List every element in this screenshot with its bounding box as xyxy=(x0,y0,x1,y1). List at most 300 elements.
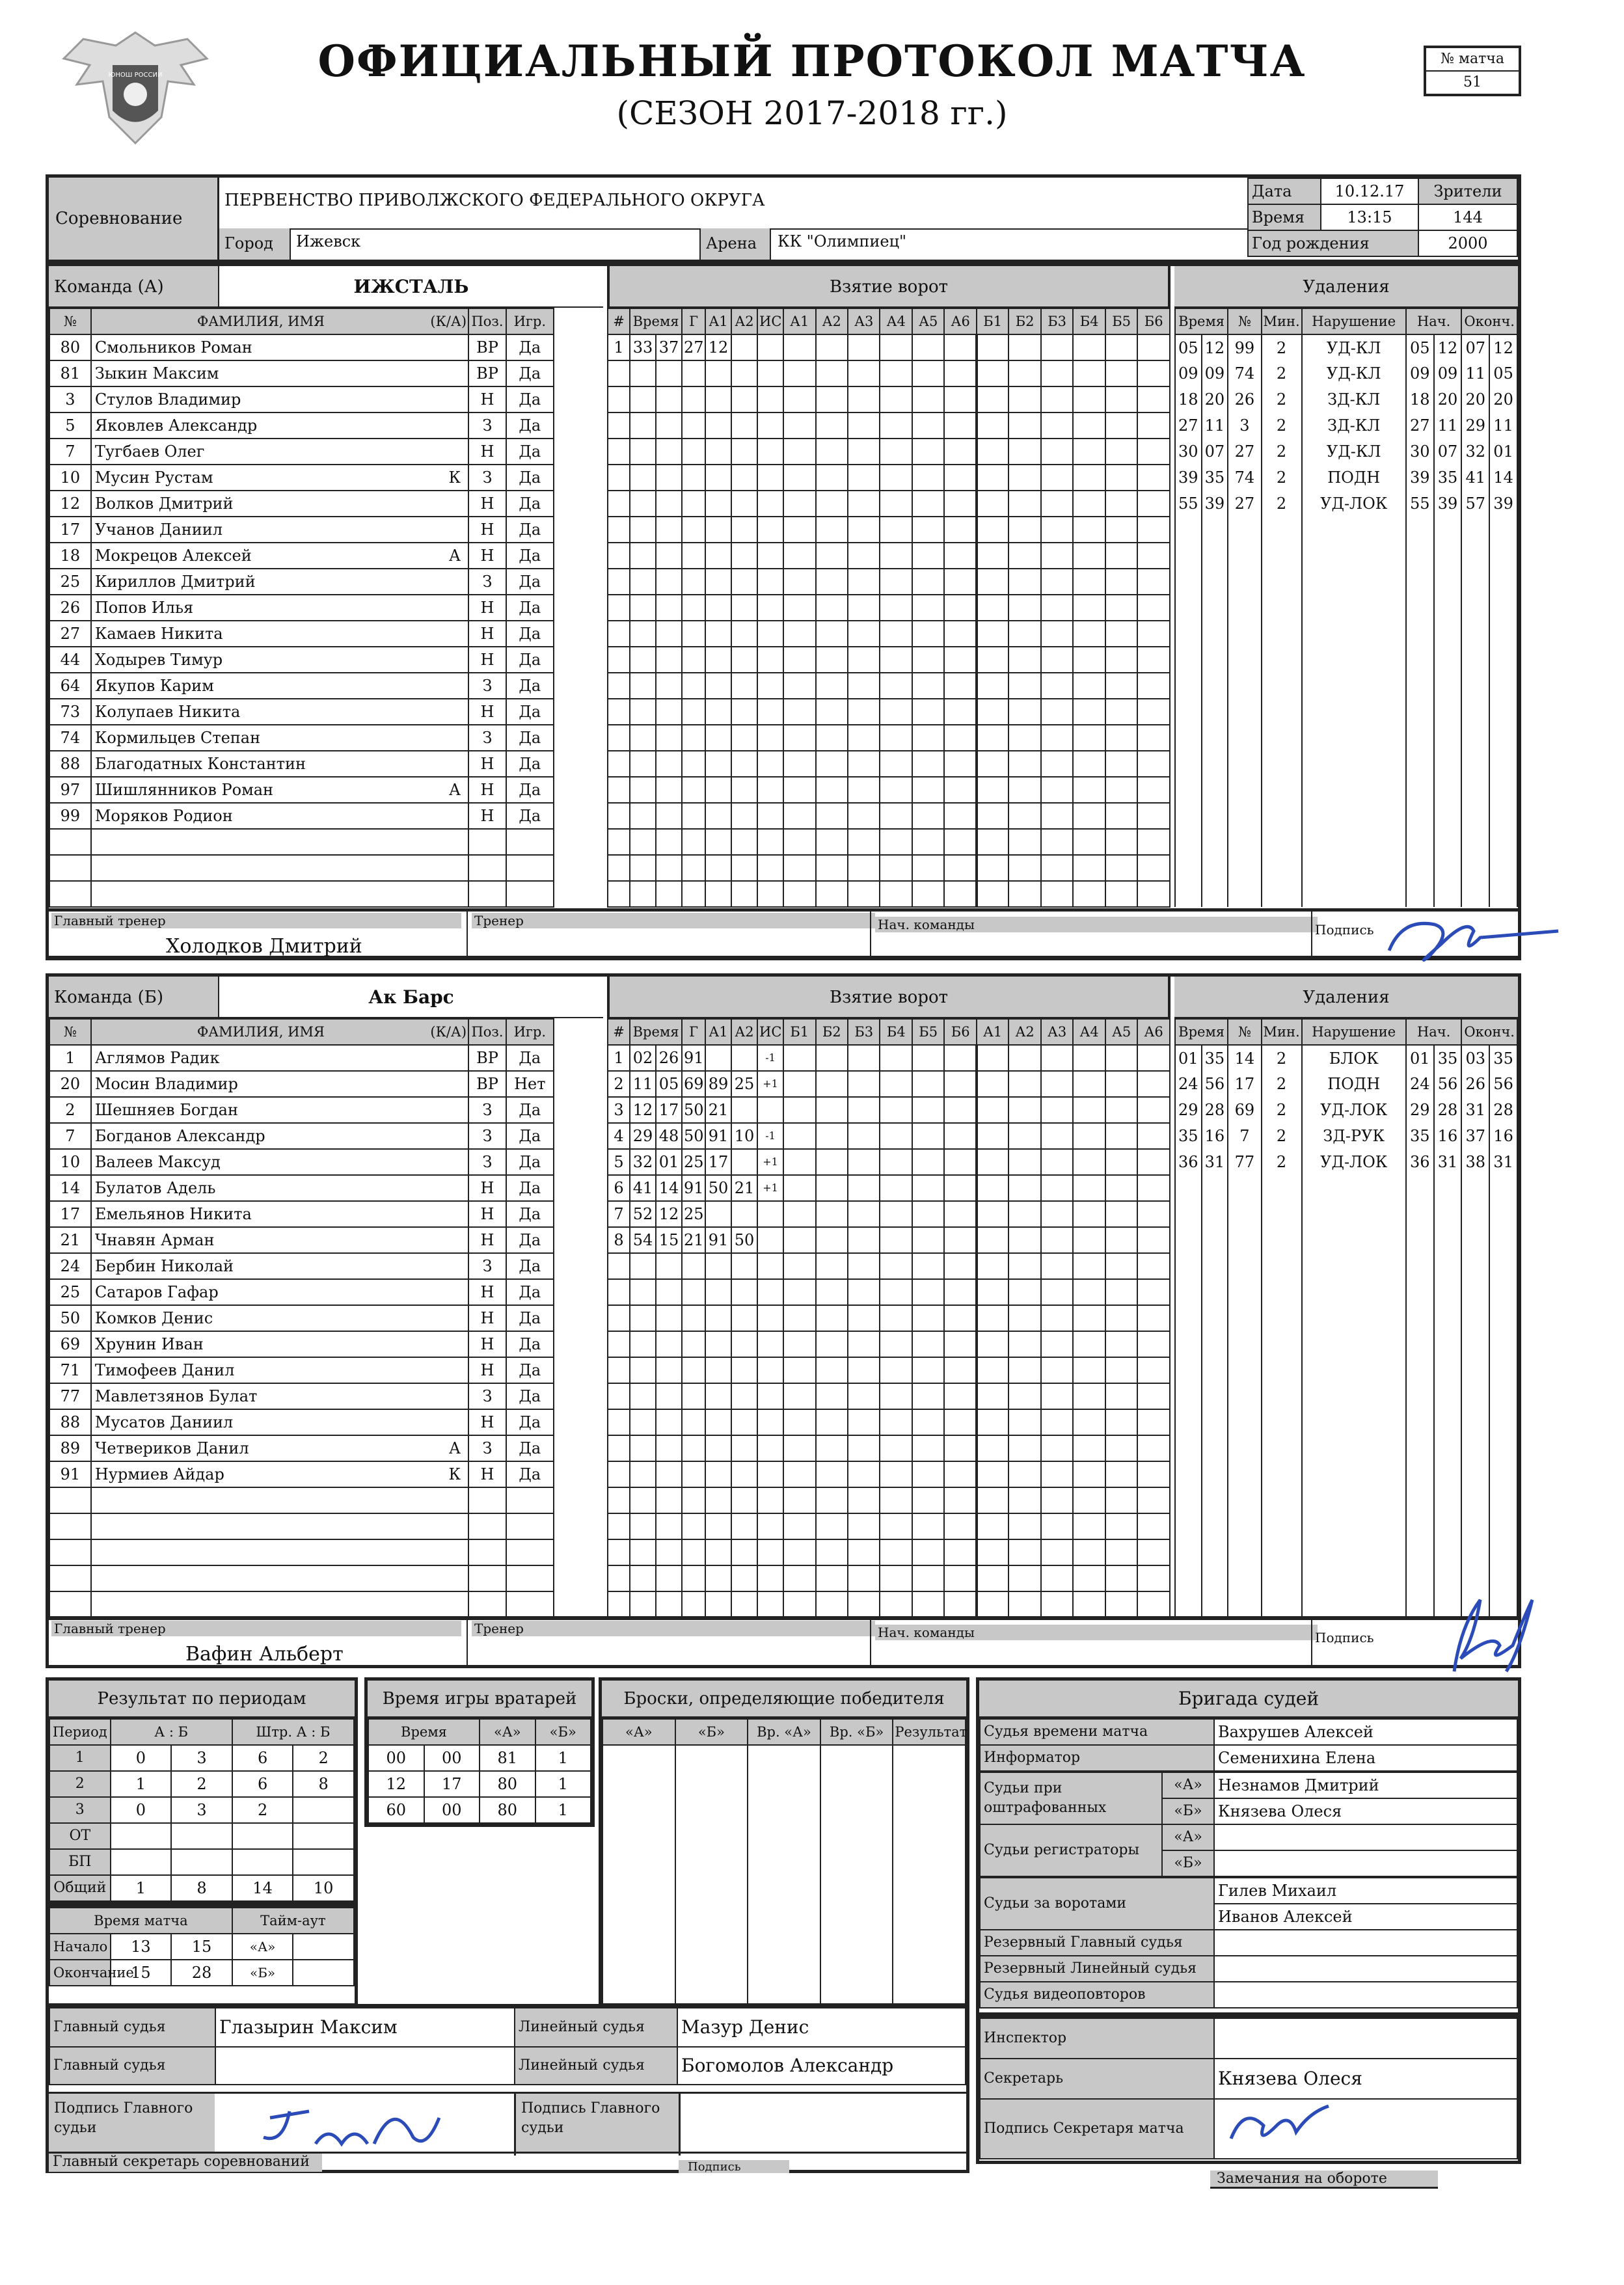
pen-minute xyxy=(1175,621,1202,647)
pen-end-min xyxy=(1461,803,1489,829)
player-name-text: Мусатов Даниил xyxy=(94,1413,234,1431)
pen-start-sec xyxy=(1434,1383,1462,1409)
period-pen-a: 6 xyxy=(232,1771,293,1797)
goal-assist-2 xyxy=(731,647,757,673)
pen-start-sec xyxy=(1434,1331,1462,1357)
onice-cell xyxy=(880,1591,912,1617)
onice-cell xyxy=(880,334,912,360)
onice-cell xyxy=(783,1071,815,1097)
onice-cell xyxy=(1073,855,1105,881)
player-number: 20 xyxy=(49,1071,91,1097)
player-position: З xyxy=(468,673,506,699)
onice-cell xyxy=(816,595,848,621)
onice-cell xyxy=(848,699,880,725)
pen-minute xyxy=(1175,1461,1202,1487)
pen-start-sec: 11 xyxy=(1434,412,1462,439)
shootout-cell xyxy=(602,1875,675,1901)
player-played: Да xyxy=(506,1279,554,1305)
pen-end-sec xyxy=(1489,725,1517,751)
onice-cell xyxy=(1137,1383,1170,1409)
pen-minute: 35 xyxy=(1175,1123,1202,1149)
shootout-title: Броски, определяющие победителя xyxy=(602,1681,966,1718)
goal-scorer xyxy=(682,829,705,855)
onice-cell xyxy=(1008,1331,1040,1357)
goal-scorer xyxy=(682,855,705,881)
city: Ижевск xyxy=(296,232,361,250)
goal-assist-1 xyxy=(705,1279,731,1305)
player-position: Н xyxy=(468,386,506,412)
pen-start-sec xyxy=(1434,881,1462,907)
onice-cell xyxy=(977,1487,1008,1513)
match-time-title: Время матча xyxy=(49,1908,232,1934)
onice-cell xyxy=(816,1591,848,1617)
pen-player xyxy=(1228,725,1261,751)
timeout-a: «А» xyxy=(232,1934,293,1960)
team-b-label: Команда (Б) xyxy=(49,977,219,1018)
onice-cell xyxy=(1041,1565,1073,1591)
onice-cell xyxy=(783,1149,815,1175)
onice-cell xyxy=(880,1357,912,1383)
onice-cell xyxy=(880,1149,912,1175)
periods-table xyxy=(49,1718,355,1902)
pen-end-sec xyxy=(1489,647,1517,673)
penalty-a-label: «А» xyxy=(1162,1772,1214,1798)
pen-start-sec xyxy=(1434,1461,1462,1487)
pen-minutes xyxy=(1262,595,1302,621)
goal-minute: 11 xyxy=(630,1071,656,1097)
goal-minute xyxy=(630,621,656,647)
shootout-cell xyxy=(602,1953,675,1979)
pen-minute xyxy=(1175,647,1202,673)
player-number: 5 xyxy=(49,412,91,439)
pen-end-min xyxy=(1461,1227,1489,1253)
goal-second: 14 xyxy=(656,1175,682,1201)
pen-minutes xyxy=(1262,517,1302,543)
pen-minute: 27 xyxy=(1175,412,1202,439)
onice-cell xyxy=(880,1071,912,1097)
penalty-row xyxy=(1175,647,1517,673)
goal-strength: +1 xyxy=(757,1149,783,1175)
onice-cell xyxy=(1073,881,1105,907)
goal-assist-1 xyxy=(705,725,731,751)
pen-second xyxy=(1202,569,1228,595)
player-number: 12 xyxy=(49,491,91,517)
onice-cell xyxy=(1008,881,1040,907)
onice-cell xyxy=(1073,360,1105,386)
chief-secretary-sign-label: Подпись xyxy=(679,2160,789,2173)
onice-cell xyxy=(783,1513,815,1539)
pen-infraction xyxy=(1302,595,1406,621)
onice-cell xyxy=(977,647,1008,673)
onice-cell xyxy=(1008,386,1040,412)
goal-number xyxy=(608,699,630,725)
onice-cell xyxy=(912,803,944,829)
goal-row xyxy=(608,725,1170,751)
onice-cell xyxy=(1041,673,1073,699)
onice-cell xyxy=(1105,855,1137,881)
player-name-text: Якупов Карим xyxy=(94,677,214,695)
onice-cell xyxy=(1137,881,1170,907)
pen-start-min xyxy=(1406,1227,1434,1253)
pen-start-sec: 28 xyxy=(1434,1097,1462,1123)
onice-cell xyxy=(848,855,880,881)
pen-end-min xyxy=(1461,1383,1489,1409)
pen-start-min xyxy=(1406,1539,1434,1565)
onice-cell xyxy=(1105,725,1137,751)
pen-start-min xyxy=(1406,569,1434,595)
pen-minutes xyxy=(1262,699,1302,725)
pen-player xyxy=(1228,1539,1261,1565)
goal-row xyxy=(608,569,1170,595)
pen-end-min xyxy=(1461,673,1489,699)
goal-minute xyxy=(630,1435,656,1461)
pen-end-min xyxy=(1461,647,1489,673)
pen-end-sec xyxy=(1489,1227,1517,1253)
pen-start-sec xyxy=(1434,543,1462,569)
shootout-col: «Б» xyxy=(675,1719,748,1745)
player-number: 91 xyxy=(49,1461,91,1487)
onice-cell xyxy=(944,647,976,673)
onice-cell xyxy=(1008,1591,1040,1617)
pen-start-sec: 35 xyxy=(1434,465,1462,491)
onice-cell xyxy=(816,412,848,439)
goal-number xyxy=(608,1357,630,1383)
pen-minutes xyxy=(1262,1305,1302,1331)
team-b-staff xyxy=(46,1616,1521,1668)
player-position xyxy=(468,1539,506,1565)
goal-second xyxy=(656,569,682,595)
period-pen-b: 8 xyxy=(293,1771,354,1797)
goal-second xyxy=(656,517,682,543)
player-played: Да xyxy=(506,595,554,621)
player-name-text: Тугбаев Олег xyxy=(94,442,205,461)
goal-assist-1 xyxy=(705,1435,731,1461)
goal-assist-1 xyxy=(705,517,731,543)
pen-player xyxy=(1228,1513,1261,1539)
pen-col-no: № xyxy=(1228,308,1261,334)
goal-scorer xyxy=(682,621,705,647)
onice-cell xyxy=(944,1227,976,1253)
pen-start-min xyxy=(1406,1487,1434,1513)
pen-infraction xyxy=(1302,1435,1406,1461)
onice-cell xyxy=(783,1487,815,1513)
onice-cell xyxy=(1008,595,1040,621)
goal-number: 8 xyxy=(608,1227,630,1253)
onice-cell xyxy=(783,1123,815,1149)
pen-second xyxy=(1202,1383,1228,1409)
onice-cell xyxy=(783,1097,815,1123)
player-position: ВР xyxy=(468,1071,506,1097)
onice-cell xyxy=(848,1591,880,1617)
col-pos: Поз. xyxy=(468,308,506,334)
pen-end-sec: 01 xyxy=(1489,439,1517,465)
onice-cell xyxy=(816,1227,848,1253)
player-row xyxy=(49,1409,602,1435)
onice-cell xyxy=(1008,1123,1040,1149)
pen-end-sec xyxy=(1489,517,1517,543)
goal-scorer xyxy=(682,1357,705,1383)
goal-assist-2 xyxy=(731,1513,757,1539)
onice-cell xyxy=(880,439,912,465)
goal-assist-2 xyxy=(731,751,757,777)
player-row xyxy=(49,1071,602,1097)
pen-minutes: 2 xyxy=(1262,465,1302,491)
pen-infraction: УД-КЛ xyxy=(1302,360,1406,386)
shootout-cell xyxy=(675,1875,748,1901)
player-row xyxy=(49,439,602,465)
pen-minute: 39 xyxy=(1175,465,1202,491)
shootout-cell xyxy=(820,1771,893,1797)
goal-second xyxy=(656,1591,682,1617)
pen-start-min: 18 xyxy=(1406,386,1434,412)
pen-start-sec xyxy=(1434,1175,1462,1201)
arena: КК "Олимпиец" xyxy=(778,232,907,250)
pen-infraction xyxy=(1302,777,1406,803)
pen-minute xyxy=(1175,595,1202,621)
player-number: 17 xyxy=(49,1201,91,1227)
shootout-block xyxy=(599,1677,969,2007)
onice-cell xyxy=(1008,1409,1040,1435)
goal-assist-2 xyxy=(731,1331,757,1357)
gk-row xyxy=(368,1771,591,1797)
onice-cell xyxy=(848,1409,880,1435)
onice-cell xyxy=(1008,491,1040,517)
pen-second xyxy=(1202,647,1228,673)
pen-end-sec: 11 xyxy=(1489,412,1517,439)
pen-infraction xyxy=(1302,751,1406,777)
pen-end-min xyxy=(1461,751,1489,777)
goal-second xyxy=(656,1565,682,1591)
onice-cell xyxy=(1041,1097,1073,1123)
onice-cell xyxy=(1073,569,1105,595)
onice-cell xyxy=(880,1435,912,1461)
pen-end-min xyxy=(1461,855,1489,881)
shootout-cell xyxy=(675,1979,748,2005)
player-name-text: Нурмиев Айдар xyxy=(94,1465,224,1483)
onice-cell xyxy=(912,1071,944,1097)
pen-minute: 05 xyxy=(1175,334,1202,360)
onice-cell xyxy=(1073,334,1105,360)
onice-cell xyxy=(1041,360,1073,386)
onice-cell xyxy=(944,777,976,803)
player-row xyxy=(49,412,602,439)
penalty-row xyxy=(1175,1357,1517,1383)
pen-minutes xyxy=(1262,725,1302,751)
pen-player: 77 xyxy=(1228,1149,1261,1175)
goal-minute: 54 xyxy=(630,1227,656,1253)
goal-row xyxy=(608,1071,1170,1097)
onice-cell xyxy=(880,725,912,751)
goal-number xyxy=(608,855,630,881)
goal-assist-2 xyxy=(731,412,757,439)
onice-cell xyxy=(944,1175,976,1201)
shootout-cell xyxy=(893,1823,966,1849)
onice-cell xyxy=(783,881,815,907)
goal-col-a1: А1 xyxy=(705,308,731,334)
onice-cell xyxy=(1105,621,1137,647)
pen-start-min: 39 xyxy=(1406,465,1434,491)
pen-end-sec: 16 xyxy=(1489,1123,1517,1149)
penalty-row xyxy=(1175,1513,1517,1539)
period-row xyxy=(49,1745,354,1771)
player-name xyxy=(91,1357,468,1383)
goal-minute xyxy=(630,517,656,543)
shootout-col: Вр. «Б» xyxy=(820,1719,893,1745)
goal-strength xyxy=(757,1097,783,1123)
goal-second xyxy=(656,1461,682,1487)
line-judge-1: Мазур Денис xyxy=(677,2008,966,2047)
pen-second: 28 xyxy=(1202,1097,1228,1123)
goal-second xyxy=(656,1253,682,1279)
pen-start-min xyxy=(1406,621,1434,647)
player-row xyxy=(49,1123,602,1149)
pen-start-sec: 31 xyxy=(1434,1149,1462,1175)
reserve-line-label: Резервный Линейный судья xyxy=(980,1956,1214,1982)
pen-second xyxy=(1202,595,1228,621)
onice-cell xyxy=(1105,1071,1137,1097)
onice-cell xyxy=(848,491,880,517)
onice-cell xyxy=(816,1487,848,1513)
onice-cell xyxy=(944,1149,976,1175)
pen-start-min: 01 xyxy=(1406,1045,1434,1071)
onice-cell xyxy=(912,1227,944,1253)
pen-start-sec xyxy=(1434,1357,1462,1383)
player-name xyxy=(91,334,468,360)
goal-number xyxy=(608,1383,630,1409)
pen-minutes xyxy=(1262,1383,1302,1409)
pen-second xyxy=(1202,1513,1228,1539)
onice-cell xyxy=(783,699,815,725)
onice-col: А1 xyxy=(977,1019,1008,1045)
period-goals-a: 0 xyxy=(111,1745,172,1771)
player-position: Н xyxy=(468,517,506,543)
team-b-signature-label: Подпись xyxy=(1315,1630,1374,1645)
player-name-text: Емельянов Никита xyxy=(94,1205,252,1223)
pen-start-min xyxy=(1406,1201,1434,1227)
shootout-cell xyxy=(748,1797,820,1823)
onice-cell xyxy=(783,621,815,647)
onice-cell xyxy=(977,569,1008,595)
player-name xyxy=(91,725,468,751)
pen-end-min xyxy=(1461,543,1489,569)
onice-col: А4 xyxy=(880,308,912,334)
player-name-text: Мавлетзянов Булат xyxy=(94,1387,258,1405)
onice-cell xyxy=(1073,1305,1105,1331)
player-name xyxy=(91,595,468,621)
onice-cell xyxy=(848,1175,880,1201)
time-label: Время xyxy=(1248,204,1321,230)
pen-start-min xyxy=(1406,1409,1434,1435)
onice-cell xyxy=(816,1513,848,1539)
onice-cell xyxy=(1008,1487,1040,1513)
player-played: Да xyxy=(506,751,554,777)
player-position: З xyxy=(468,569,506,595)
onice-cell xyxy=(816,1565,848,1591)
onice-col: Б5 xyxy=(1105,308,1137,334)
pen-start-sec xyxy=(1434,1409,1462,1435)
goal-assist-1 xyxy=(705,1487,731,1513)
goal-row xyxy=(608,1461,1170,1487)
onice-cell xyxy=(848,386,880,412)
pen-player: 26 xyxy=(1228,386,1261,412)
penalty-row xyxy=(1175,1487,1517,1513)
onice-cell xyxy=(944,439,976,465)
goal-second xyxy=(656,751,682,777)
onice-col: А5 xyxy=(1105,1019,1137,1045)
onice-cell xyxy=(1105,1487,1137,1513)
goal-assist-2 xyxy=(731,595,757,621)
onice-cell xyxy=(783,1435,815,1461)
onice-cell xyxy=(1041,1149,1073,1175)
onice-cell xyxy=(977,386,1008,412)
onice-cell xyxy=(848,1357,880,1383)
goal-row xyxy=(608,1175,1170,1201)
goal-assist-2 xyxy=(731,673,757,699)
pen-end-min: 38 xyxy=(1461,1149,1489,1175)
player-position xyxy=(468,1591,506,1617)
pen-infraction: УД-ЛОК xyxy=(1302,1149,1406,1175)
pen-start-min xyxy=(1406,1305,1434,1331)
goal-minute xyxy=(630,829,656,855)
secretary-sign-label: Подпись Секретаря матча xyxy=(980,2099,1214,2159)
onice-cell xyxy=(912,699,944,725)
onice-cell xyxy=(944,1305,976,1331)
goal-assist-1 xyxy=(705,1461,731,1487)
goal-judge-1: Гилев Михаил xyxy=(1214,1878,1517,1904)
onice-cell xyxy=(1137,1331,1170,1357)
onice-cell xyxy=(783,1201,815,1227)
onice-cell xyxy=(1041,334,1073,360)
onice-cell xyxy=(816,1435,848,1461)
goal-assist-1 xyxy=(705,673,731,699)
player-name-text: Ходырев Тимур xyxy=(94,651,223,669)
shootout-cell xyxy=(893,1849,966,1875)
goal-minute xyxy=(630,1461,656,1487)
gk-b-col: «Б» xyxy=(535,1719,591,1745)
onice-cell xyxy=(944,1591,976,1617)
player-name-text: Попов Илья xyxy=(94,599,194,617)
player-name xyxy=(91,360,468,386)
pen-end-sec xyxy=(1489,673,1517,699)
gk-a: 80 xyxy=(480,1771,535,1797)
goal-number xyxy=(608,1591,630,1617)
team-b-penalties-table xyxy=(1174,1018,1518,1617)
goal-scorer xyxy=(682,465,705,491)
player-row xyxy=(49,1331,602,1357)
pen-start-min: 05 xyxy=(1406,334,1434,360)
goal-number xyxy=(608,386,630,412)
pen-end-min xyxy=(1461,1305,1489,1331)
onice-cell xyxy=(944,829,976,855)
goal-row xyxy=(608,334,1170,360)
goal-row xyxy=(608,595,1170,621)
goal-row xyxy=(608,621,1170,647)
goal-number xyxy=(608,1279,630,1305)
player-row xyxy=(49,673,602,699)
onice-cell xyxy=(848,360,880,386)
pen-second: 20 xyxy=(1202,386,1228,412)
onice-cell xyxy=(816,1097,848,1123)
onice-cell xyxy=(912,595,944,621)
goal-minute xyxy=(630,751,656,777)
goal-strength xyxy=(757,1383,783,1409)
gk-b: 1 xyxy=(535,1745,591,1771)
player-played: Да xyxy=(506,360,554,386)
player-name-text: Колупаев Никита xyxy=(94,703,241,721)
penalty-row xyxy=(1175,439,1517,465)
goal-minute xyxy=(630,1591,656,1617)
pen-start-min xyxy=(1406,751,1434,777)
